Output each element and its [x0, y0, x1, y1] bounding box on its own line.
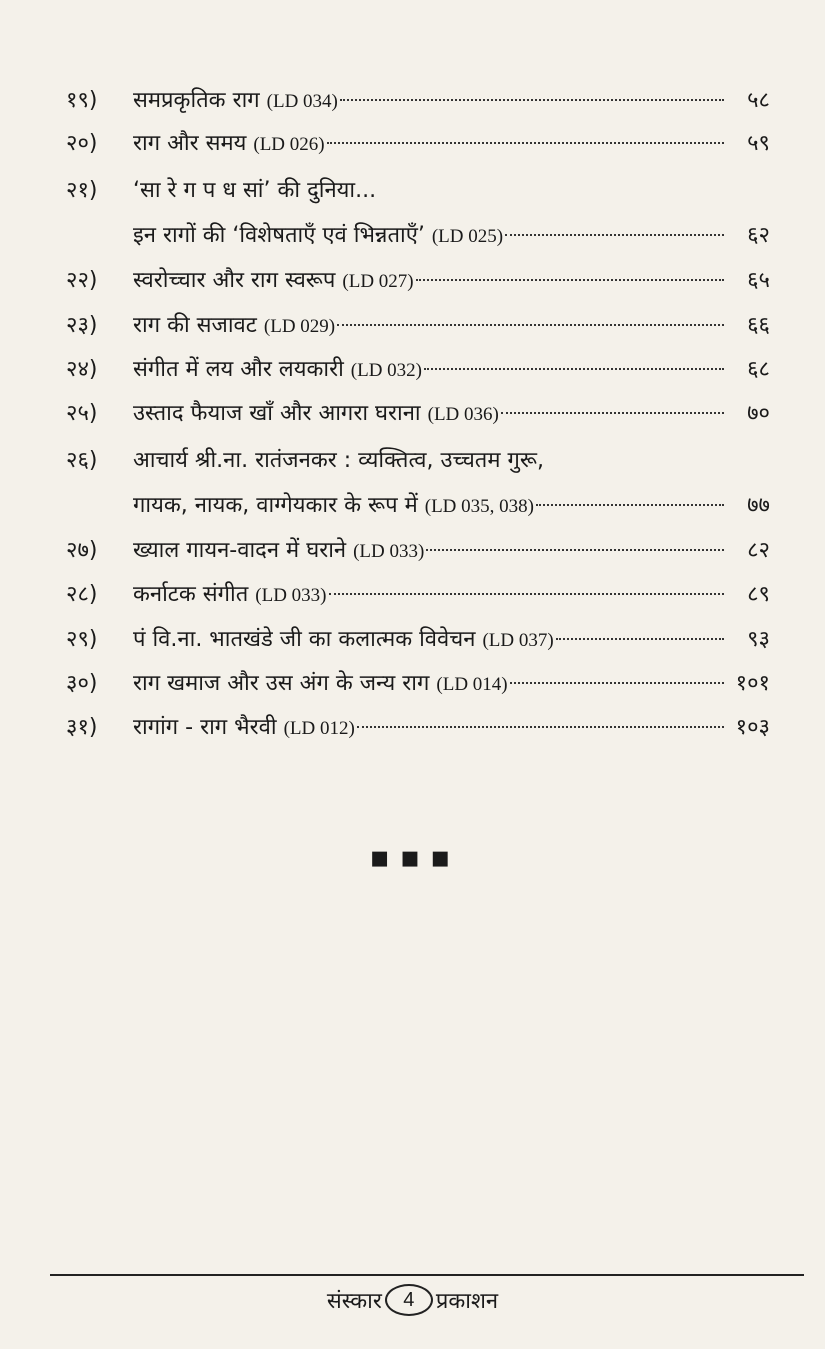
toc-entry-27: [0, 530, 825, 572]
entry-title: राग की सजावट: [133, 313, 257, 338]
entry-number: २१): [66, 178, 98, 203]
entry-line: [133, 663, 770, 705]
entry-number: २०): [66, 131, 98, 156]
entry-line: [133, 260, 770, 302]
entry-page: ५८: [747, 88, 770, 113]
entry-line: [133, 574, 770, 616]
entry-title: संगीत में लय और लयकारी: [133, 357, 344, 382]
entry-title: इन रागों की ‘विशेषताएँ एवं भिन्नताएँ’: [133, 223, 425, 248]
entry-code: (LD 014): [436, 674, 508, 695]
toc-entry-24: [0, 349, 825, 391]
entry-title: गायक, नायक, वाग्गेयकार के रूप में: [133, 493, 418, 518]
entry-number: २८): [66, 582, 98, 607]
entry-line: [133, 485, 770, 527]
toc-entry-28: [0, 574, 825, 616]
dot-leader: [340, 99, 724, 101]
entry-page: ७७: [747, 493, 770, 518]
entry-number: २९): [66, 627, 98, 652]
toc-entry-26: [0, 485, 825, 527]
entry-title: रागांग - राग भैरवी: [133, 715, 277, 740]
entry-code: (LD 033): [255, 585, 327, 606]
toc-entry-25: [0, 393, 825, 435]
entry-title: कर्नाटक संगीत: [133, 582, 249, 607]
entry-code: (LD 025): [431, 226, 504, 247]
entry-page: ५९: [747, 131, 770, 156]
publisher-name-left: संस्कार: [326, 1289, 382, 1314]
entry-line: [133, 707, 770, 749]
entry-number: २७): [66, 538, 98, 563]
toc-entry-19: [0, 80, 825, 122]
dot-leader: [505, 234, 724, 236]
entry-code: (LD 033): [353, 541, 425, 562]
dot-leader: [416, 279, 724, 281]
section-end-ornament: ▪▪▪: [369, 840, 461, 875]
entry-page: ८२: [747, 538, 770, 563]
toc-entry-20: [0, 123, 825, 165]
entry-code: (LD 032): [350, 360, 423, 381]
dot-leader: [337, 324, 724, 326]
entry-code: (LD 027): [342, 271, 414, 292]
toc-entry-26-line1: [0, 440, 825, 482]
entry-number: ३१): [66, 715, 98, 740]
entry-title: पं वि.ना. भातखंडे जी का कलात्मक विवेचन: [133, 627, 476, 652]
dot-leader: [536, 504, 724, 506]
page-footer: [0, 1282, 825, 1322]
entry-code: (LD 036): [427, 404, 499, 425]
entry-page: ६५: [747, 268, 770, 293]
entry-line: [133, 530, 770, 572]
entry-line: [133, 80, 770, 122]
toc-entry-30: [0, 663, 825, 705]
entry-page: ८९: [747, 582, 770, 607]
entry-page: १०१: [735, 671, 770, 696]
entry-number: २३): [66, 313, 98, 338]
entry-line: [133, 215, 770, 257]
entry-number: १९): [66, 88, 98, 113]
entry-line: [133, 619, 770, 661]
entry-title: राग खमाज और उस अंग के जन्य राग: [133, 671, 430, 696]
dot-leader: [501, 412, 724, 414]
entry-title: स्वरोच्चार और राग स्वरूप: [133, 268, 336, 293]
entry-page: ६८: [747, 357, 770, 382]
page-number-badge: 4: [385, 1284, 433, 1316]
entry-page: ६६: [747, 313, 770, 338]
entry-code: (LD 037): [482, 630, 554, 651]
toc-entry-31: [0, 707, 825, 749]
publisher-name-right: प्रकाशन: [435, 1289, 499, 1314]
toc-entry-21-line1: [0, 170, 825, 212]
entry-code: (LD 026): [253, 134, 325, 155]
toc-entry-22: [0, 260, 825, 302]
entry-number: २२): [66, 268, 98, 293]
footer-rule: [50, 1274, 804, 1276]
dot-leader: [327, 142, 724, 144]
dot-leader: [426, 549, 724, 551]
entry-number: २५): [66, 401, 98, 426]
entry-page: ७०: [747, 401, 770, 426]
dot-leader: [357, 726, 724, 728]
dot-leader: [556, 638, 724, 640]
dot-leader: [329, 593, 724, 595]
toc-entry-23: [0, 305, 825, 347]
entry-code: (LD 035, 038): [424, 496, 534, 517]
entry-code: (LD 034): [266, 91, 338, 112]
entry-line: [133, 305, 770, 347]
entry-title: उस्ताद फैयाज खाँ और आगरा घराना: [133, 401, 421, 426]
entry-line: [133, 393, 770, 435]
dot-leader: [510, 682, 724, 684]
entry-title: समप्रकृतिक राग: [133, 88, 260, 113]
entry-number: ३०): [66, 671, 98, 696]
entry-code: (LD 029): [263, 316, 336, 337]
entry-title-line1: ‘सा रे ग प ध सां’ की दुनिया...: [133, 178, 377, 203]
entry-page: ९३: [747, 627, 770, 652]
entry-line: [133, 349, 770, 391]
entry-page: ६२: [747, 223, 770, 248]
dot-leader: [424, 368, 724, 370]
toc-entry-21: [0, 215, 825, 257]
entry-title: राग और समय: [133, 131, 247, 156]
entry-title-line1: आचार्य श्री.ना. रातंजनकर : व्यक्तित्व, उच्चतम गुरू,: [133, 448, 544, 473]
entry-line: [133, 123, 770, 165]
entry-number: २६): [66, 448, 98, 473]
entry-title: ख्याल गायन-वादन में घराने: [133, 538, 347, 563]
entry-code: (LD 012): [283, 718, 355, 739]
entry-page: १०३: [735, 715, 770, 740]
entry-number: २४): [66, 357, 98, 382]
toc-entry-29: [0, 619, 825, 661]
